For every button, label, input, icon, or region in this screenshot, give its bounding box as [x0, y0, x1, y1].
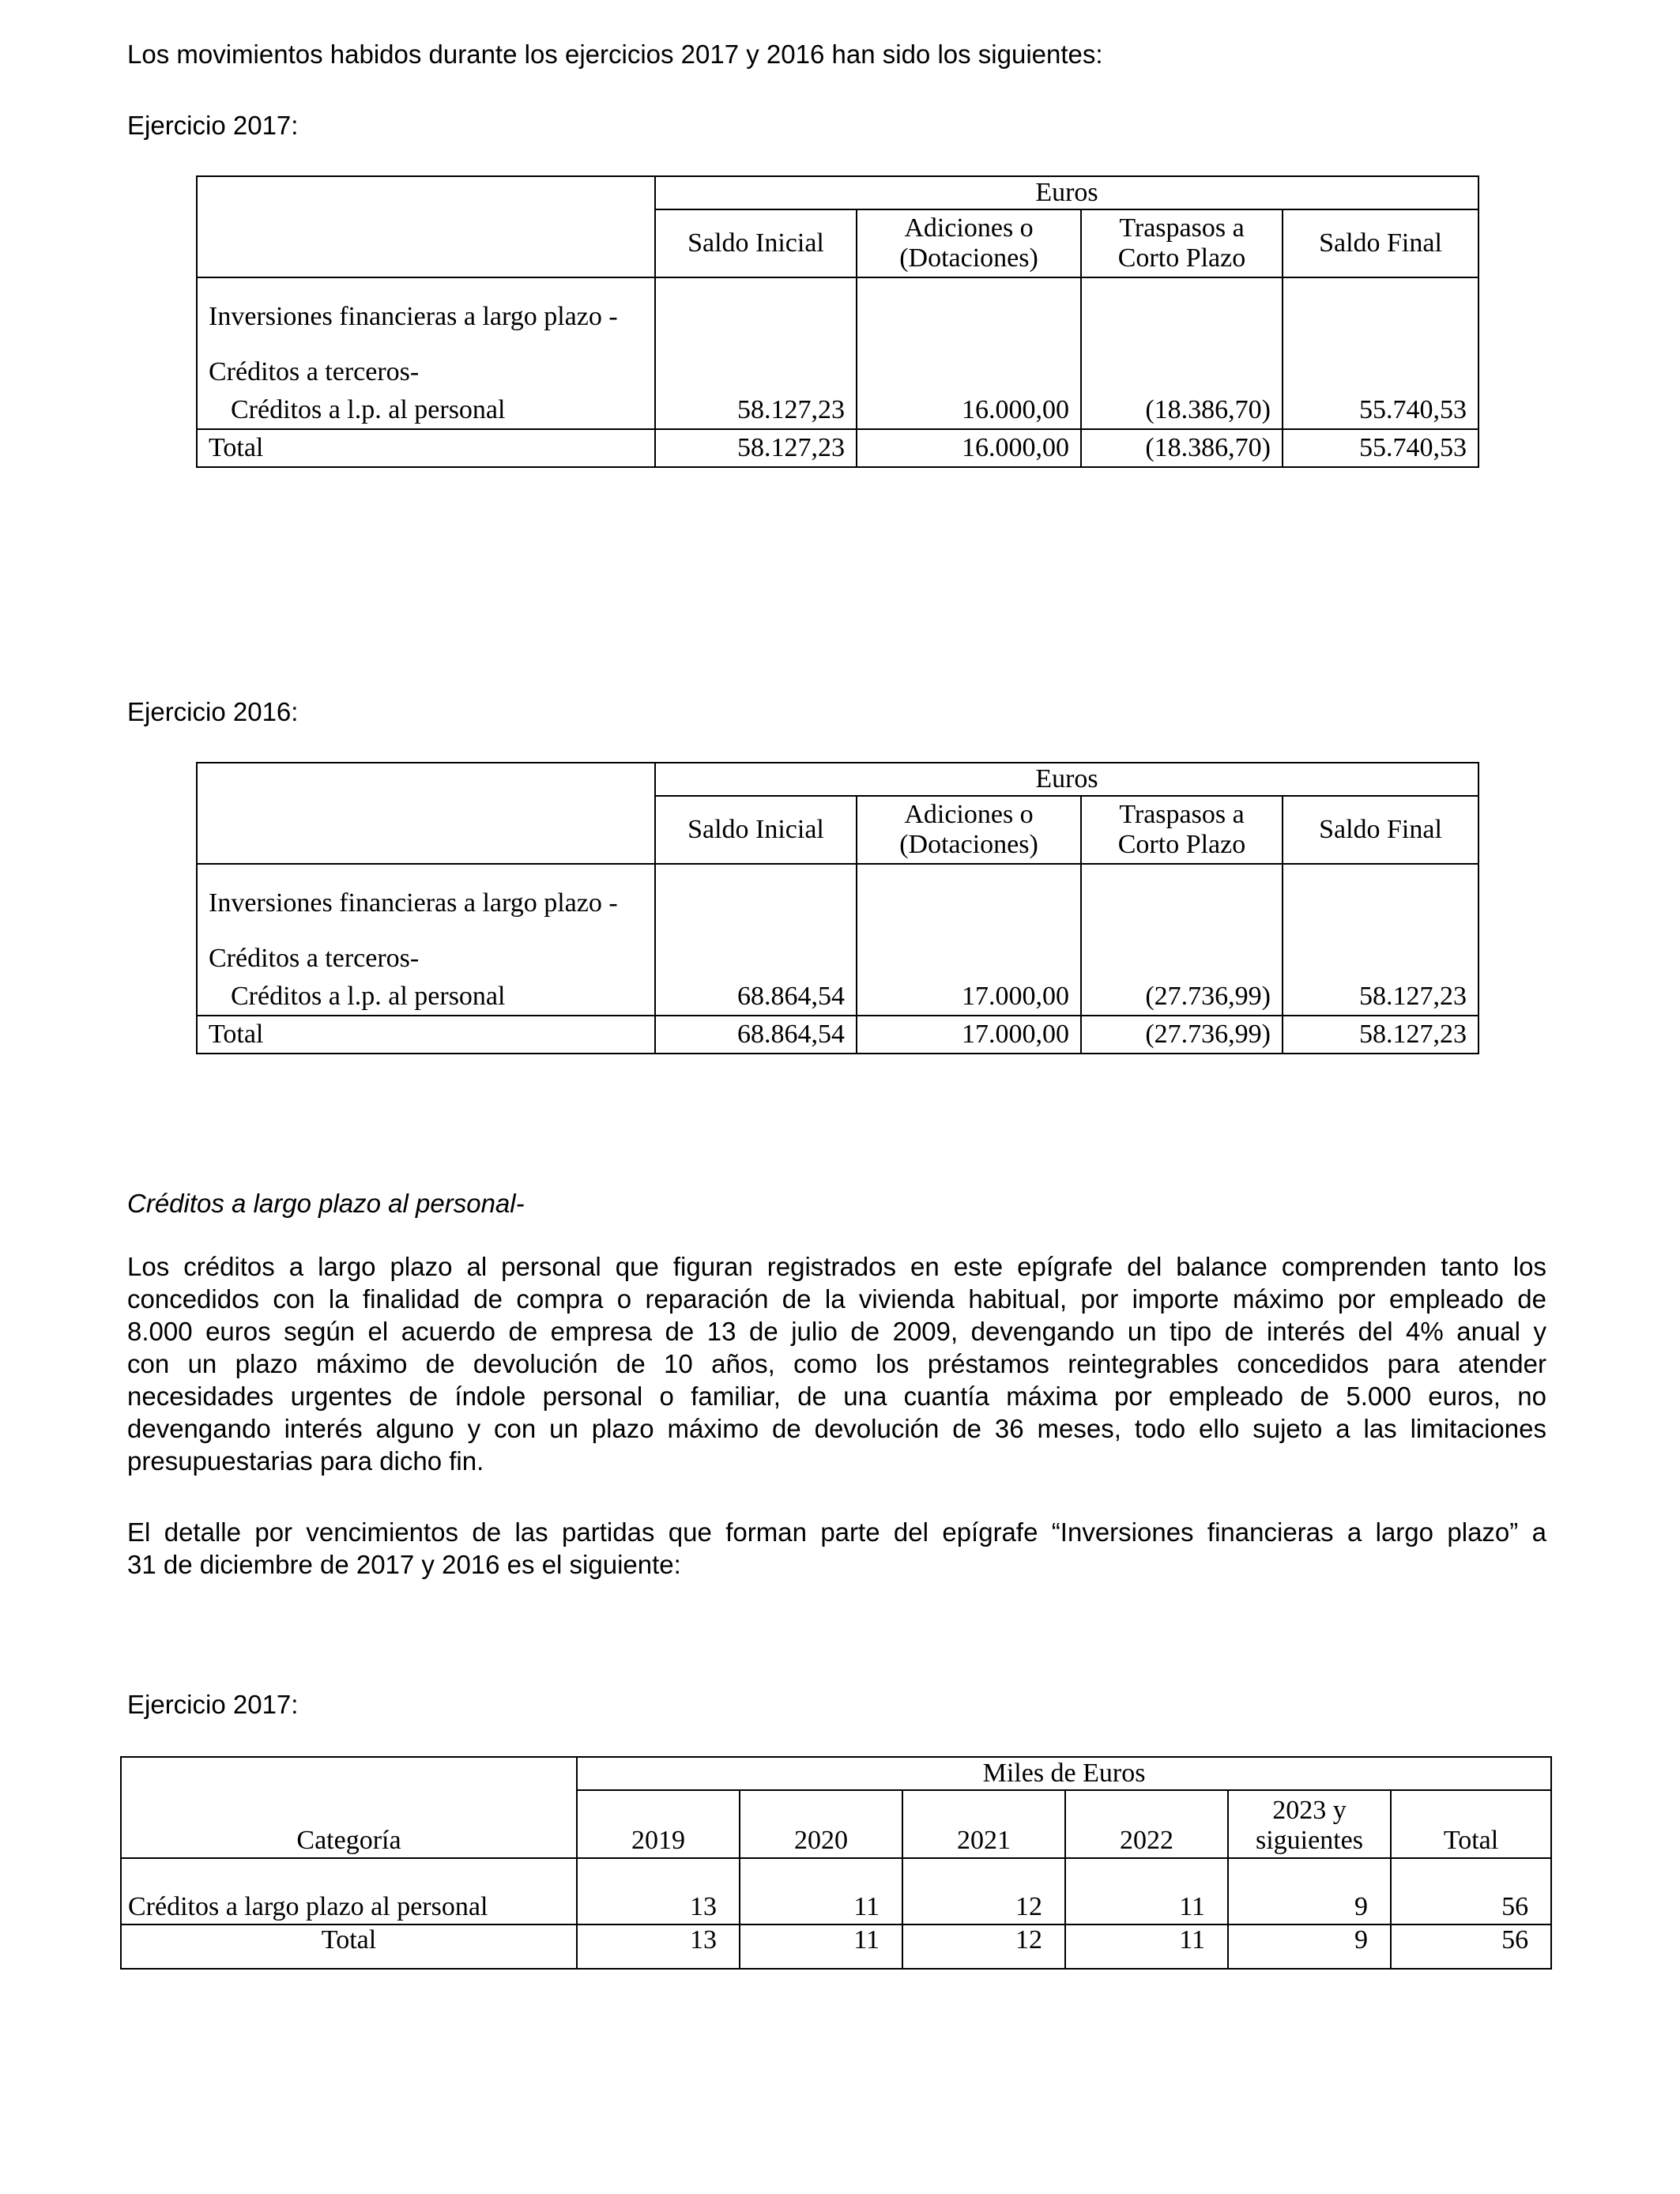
- col-header-traspasos-line2: Corto Plazo: [1117, 830, 1246, 859]
- group-header: Euros: [655, 763, 1478, 796]
- intro-text: Los movimientos habidos durante los ejercicios 2017 y 2016 han sido los siguientes:: [127, 40, 1103, 69]
- col-header-traspasos: [1081, 796, 1283, 864]
- col-header-total: Total: [1391, 1790, 1551, 1858]
- col-header-traspasos: [1081, 209, 1283, 277]
- col-header-adiciones: [857, 209, 1081, 277]
- value-saldo-inicial: 58.127,23: [655, 277, 857, 429]
- paragraph-1-line: necesidades urgentes de índole personal o familiar, de una cuantía máxima por empleado de 5.000 euros, no: [127, 1382, 1546, 1411]
- row-value: 56: [1391, 1858, 1551, 1924]
- total-row: [121, 1924, 1551, 1969]
- row-label-line3: Créditos a l.p. al personal: [231, 395, 506, 424]
- total-saldo-final: 55.740,53: [1283, 429, 1478, 467]
- paragraph-2: [127, 1516, 1546, 1581]
- value-traspasos: (27.736,99): [1081, 864, 1283, 1016]
- total-saldo-inicial: 58.127,23: [655, 429, 857, 467]
- value-adiciones: 17.000,00: [857, 864, 1081, 1016]
- value-saldo-inicial: 68.864,54: [655, 864, 857, 1016]
- paragraph-1-line: presupuestarias para dicho fin.: [127, 1446, 484, 1476]
- table-row: [197, 864, 1478, 1016]
- row-value: 11: [1065, 1858, 1228, 1924]
- total-value: 11: [1065, 1924, 1228, 1969]
- paragraph-2-line: El detalle por vencimientos de las partidas que forman parte del epígrafe “Inversiones financieras a largo plazo” a: [127, 1517, 1546, 1547]
- table-row: [197, 277, 1478, 429]
- row-value: 13: [577, 1858, 740, 1924]
- section-title: Créditos a largo plazo al personal-: [127, 1189, 525, 1218]
- total-saldo-final: 58.127,23: [1283, 1016, 1478, 1054]
- movements-table-2017: [196, 175, 1479, 468]
- group-header: Euros: [655, 176, 1478, 209]
- table1-heading: Ejercicio 2017:: [127, 111, 299, 140]
- maturity-table-2017: [120, 1756, 1552, 1970]
- paragraph-1-line: concedidos con la finalidad de compra o reparación de la vivienda habitual, por importe máximo por empleado de: [127, 1284, 1546, 1314]
- table2-heading: Ejercicio 2016:: [127, 697, 299, 726]
- row-label-cell: [197, 864, 655, 1016]
- col-header-year: 2019: [577, 1790, 740, 1858]
- paragraph-1-line: 8.000 euros según el acuerdo de empresa de 13 de julio de 2009, devengando un tipo de interés del 4% anual y: [127, 1317, 1546, 1346]
- row-label-cell: [197, 277, 655, 429]
- paragraph-1-line: Los créditos a largo plazo al personal que figuran registrados en este epígrafe del balance comprenden tanto los: [127, 1252, 1546, 1281]
- row-label-line2: Créditos a terceros-: [209, 944, 420, 973]
- paragraph-1-line: devengando interés alguno y con un plazo máximo de devolución de 36 meses, todo ello sujeto a las limitaciones: [127, 1414, 1546, 1443]
- row-label-line1: Inversiones financieras a largo plazo -: [209, 888, 618, 918]
- total-value: 12: [902, 1924, 1065, 1969]
- paragraph-1-line: con un plazo máximo de devolución de 10 años, como los préstamos reintegrables concedidos para atender: [127, 1349, 1546, 1378]
- total-label: Total: [197, 1016, 655, 1054]
- col-header-year: 2021: [902, 1790, 1065, 1858]
- row-value: 12: [902, 1858, 1065, 1924]
- value-adiciones: 16.000,00: [857, 277, 1081, 429]
- row-label-line2: Créditos a terceros-: [209, 357, 420, 386]
- table-corner-cell: [197, 176, 655, 277]
- total-saldo-inicial: 68.864,54: [655, 1016, 857, 1054]
- total-label: Total: [197, 429, 655, 467]
- total-row: [197, 1016, 1478, 1054]
- movements-table-2016: [196, 762, 1479, 1054]
- col-header-2023-siguientes: [1228, 1790, 1391, 1858]
- col-header-saldo-final: Saldo Final: [1283, 209, 1478, 277]
- row-label-line3: Créditos a l.p. al personal: [231, 982, 506, 1011]
- value-traspasos: (18.386,70): [1081, 277, 1283, 429]
- row-value: 11: [740, 1858, 902, 1924]
- col-header-traspasos-line1: Traspasos a: [1119, 800, 1245, 829]
- col-header-saldo-inicial: Saldo Inicial: [655, 796, 857, 864]
- table-row: [121, 1858, 1551, 1924]
- col-header-2023-line2: siguientes: [1256, 1826, 1363, 1855]
- col-header-year: 2022: [1065, 1790, 1228, 1858]
- col-header-adiciones-line2: (Dotaciones): [899, 830, 1038, 859]
- row-label: Créditos a largo plazo al personal: [121, 1858, 577, 1924]
- table3-heading: Ejercicio 2017:: [127, 1690, 299, 1719]
- total-value: 13: [577, 1924, 740, 1969]
- total-value: 11: [740, 1924, 902, 1969]
- col-header-adiciones-line2: (Dotaciones): [899, 243, 1038, 273]
- col-header-saldo-final: Saldo Final: [1283, 796, 1478, 864]
- total-value: 56: [1391, 1924, 1551, 1969]
- col-header-2023-line1: 2023 y: [1272, 1796, 1347, 1825]
- paragraph-2-line: 31 de diciembre de 2017 y 2016 es el siguiente:: [127, 1550, 681, 1579]
- row-label-line1: Inversiones financieras a largo plazo -: [209, 302, 618, 331]
- total-row: [197, 429, 1478, 467]
- value-saldo-final: 55.740,53: [1283, 277, 1478, 429]
- value-saldo-final: 58.127,23: [1283, 864, 1478, 1016]
- col-header-adiciones-line1: Adiciones o: [904, 800, 1034, 829]
- col-header-traspasos-line1: Traspasos a: [1119, 213, 1245, 243]
- total-value: 9: [1228, 1924, 1391, 1969]
- group-header: Miles de Euros: [577, 1757, 1551, 1790]
- col-header-adiciones-line1: Adiciones o: [904, 213, 1034, 243]
- paragraph-1: [127, 1250, 1546, 1477]
- row-value: 9: [1228, 1858, 1391, 1924]
- col-header-year: 2020: [740, 1790, 902, 1858]
- col-header-categoria: Categoría: [121, 1757, 577, 1858]
- col-header-traspasos-line2: Corto Plazo: [1117, 243, 1246, 273]
- total-label: Total: [121, 1924, 577, 1969]
- total-adiciones: 17.000,00: [857, 1016, 1081, 1054]
- table-corner-cell: [197, 763, 655, 864]
- total-adiciones: 16.000,00: [857, 429, 1081, 467]
- col-header-adiciones: [857, 796, 1081, 864]
- total-traspasos: (27.736,99): [1081, 1016, 1283, 1054]
- total-traspasos: (18.386,70): [1081, 429, 1283, 467]
- col-header-saldo-inicial: Saldo Inicial: [655, 209, 857, 277]
